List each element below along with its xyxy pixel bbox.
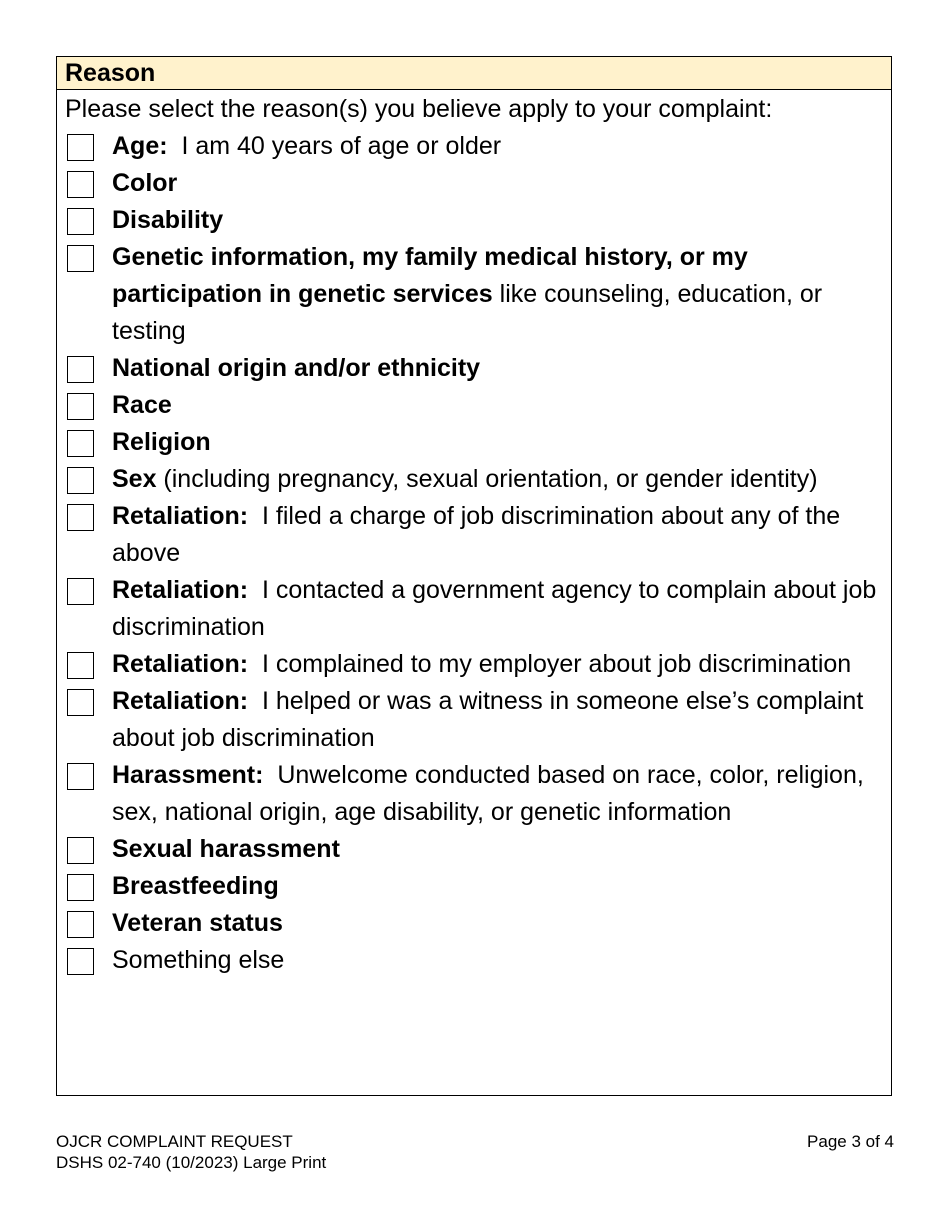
reason-text [112, 761, 871, 826]
reason-item [57, 350, 891, 387]
reason-detail: Unwelcome conducted based on race, color, religion, sex, national origin, age disability, or genetic information [112, 761, 871, 826]
reason-text [112, 946, 284, 974]
reason-text [112, 502, 847, 567]
reason-checkbox[interactable] [67, 171, 94, 198]
reason-label: Retaliation: [112, 576, 249, 604]
reason-text [112, 169, 177, 197]
reason-label: Retaliation: [112, 502, 249, 530]
reason-label: National origin and/or ethnicity [112, 354, 481, 382]
footer-form-name: OJCR COMPLAINT REQUEST [56, 1132, 293, 1151]
reason-text [112, 391, 172, 419]
reason-item [57, 831, 891, 868]
footer-form-id: DSHS 02-740 (10/2023) Large Print [56, 1153, 327, 1172]
reason-checkbox[interactable] [67, 689, 94, 716]
reason-label: Sex [112, 465, 157, 493]
reason-label: Genetic information, my family medical history, or my participation in genetic services [112, 243, 748, 308]
reason-text [112, 206, 223, 234]
reason-checkbox[interactable] [67, 208, 94, 235]
reason-item [57, 424, 891, 461]
reason-item [57, 683, 891, 757]
reason-checkbox[interactable] [67, 763, 94, 790]
reason-checkbox[interactable] [67, 504, 94, 531]
reason-item [57, 165, 891, 202]
reason-detail: like counseling, education, or testing [112, 280, 830, 345]
reason-item [57, 239, 891, 350]
reason-text [112, 650, 851, 678]
reason-item [57, 942, 891, 979]
reason-checkbox[interactable] [67, 467, 94, 494]
reason-label: Veteran status [112, 909, 283, 937]
reason-item [57, 757, 891, 831]
page-footer [56, 1131, 894, 1173]
reason-label: Disability [112, 206, 224, 234]
reason-checkbox[interactable] [67, 874, 94, 901]
reason-label: Breastfeeding [112, 872, 279, 900]
reason-text [112, 909, 283, 937]
reason-label: Retaliation: [112, 687, 249, 715]
reason-item [57, 202, 891, 239]
reason-section [56, 56, 892, 1096]
reason-detail: I helped or was a witness in someone else’s complaint about job discrimination [112, 687, 871, 752]
reason-checkbox[interactable] [67, 948, 94, 975]
reason-text [112, 687, 870, 752]
reason-text [112, 428, 211, 456]
reason-label: Religion [112, 428, 211, 456]
reason-detail: Something else [112, 946, 285, 974]
reason-list [57, 128, 891, 979]
reason-checkbox[interactable] [67, 393, 94, 420]
reason-item [57, 905, 891, 942]
reason-item [57, 128, 891, 165]
reason-text [112, 354, 480, 382]
reason-text [112, 465, 818, 493]
reason-label: Sexual harassment [112, 835, 340, 863]
reason-label: Color [112, 169, 178, 197]
footer-page-number: Page 3 of 4 [807, 1132, 894, 1151]
reason-detail: I complained to my employer about job discrimination [248, 650, 852, 678]
reason-text [112, 132, 501, 160]
reason-checkbox[interactable] [67, 134, 94, 161]
reason-detail: I am 40 years of age or older [167, 132, 502, 160]
reason-checkbox[interactable] [67, 430, 94, 457]
reason-label: Age: [112, 132, 168, 160]
reason-label: Race [112, 391, 172, 419]
reason-checkbox[interactable] [67, 837, 94, 864]
reason-checkbox[interactable] [67, 356, 94, 383]
reason-item [57, 498, 891, 572]
reason-checkbox[interactable] [67, 911, 94, 938]
reason-checkbox[interactable] [67, 578, 94, 605]
reason-item [57, 646, 891, 683]
reason-item [57, 868, 891, 905]
reason-text [112, 576, 883, 641]
reason-item [57, 387, 891, 424]
reason-label: Harassment: [112, 761, 264, 789]
reason-checkbox[interactable] [67, 245, 94, 272]
reason-text [112, 835, 340, 863]
reason-checkbox[interactable] [67, 652, 94, 679]
reason-text [112, 243, 829, 345]
reason-detail: (including pregnancy, sexual orientation, or gender identity) [156, 465, 818, 493]
footer-form-info [56, 1131, 326, 1173]
reason-detail: I contacted a government agency to complain about job discrimination [112, 576, 884, 641]
reason-text [112, 872, 279, 900]
section-intro: Please select the reason(s) you believe apply to your complaint: [65, 95, 773, 123]
reason-label: Retaliation: [112, 650, 249, 678]
reason-detail: I filed a charge of job discrimination about any of the above [112, 502, 848, 567]
reason-item [57, 461, 891, 498]
reason-item [57, 572, 891, 646]
section-title: Reason [57, 57, 891, 90]
